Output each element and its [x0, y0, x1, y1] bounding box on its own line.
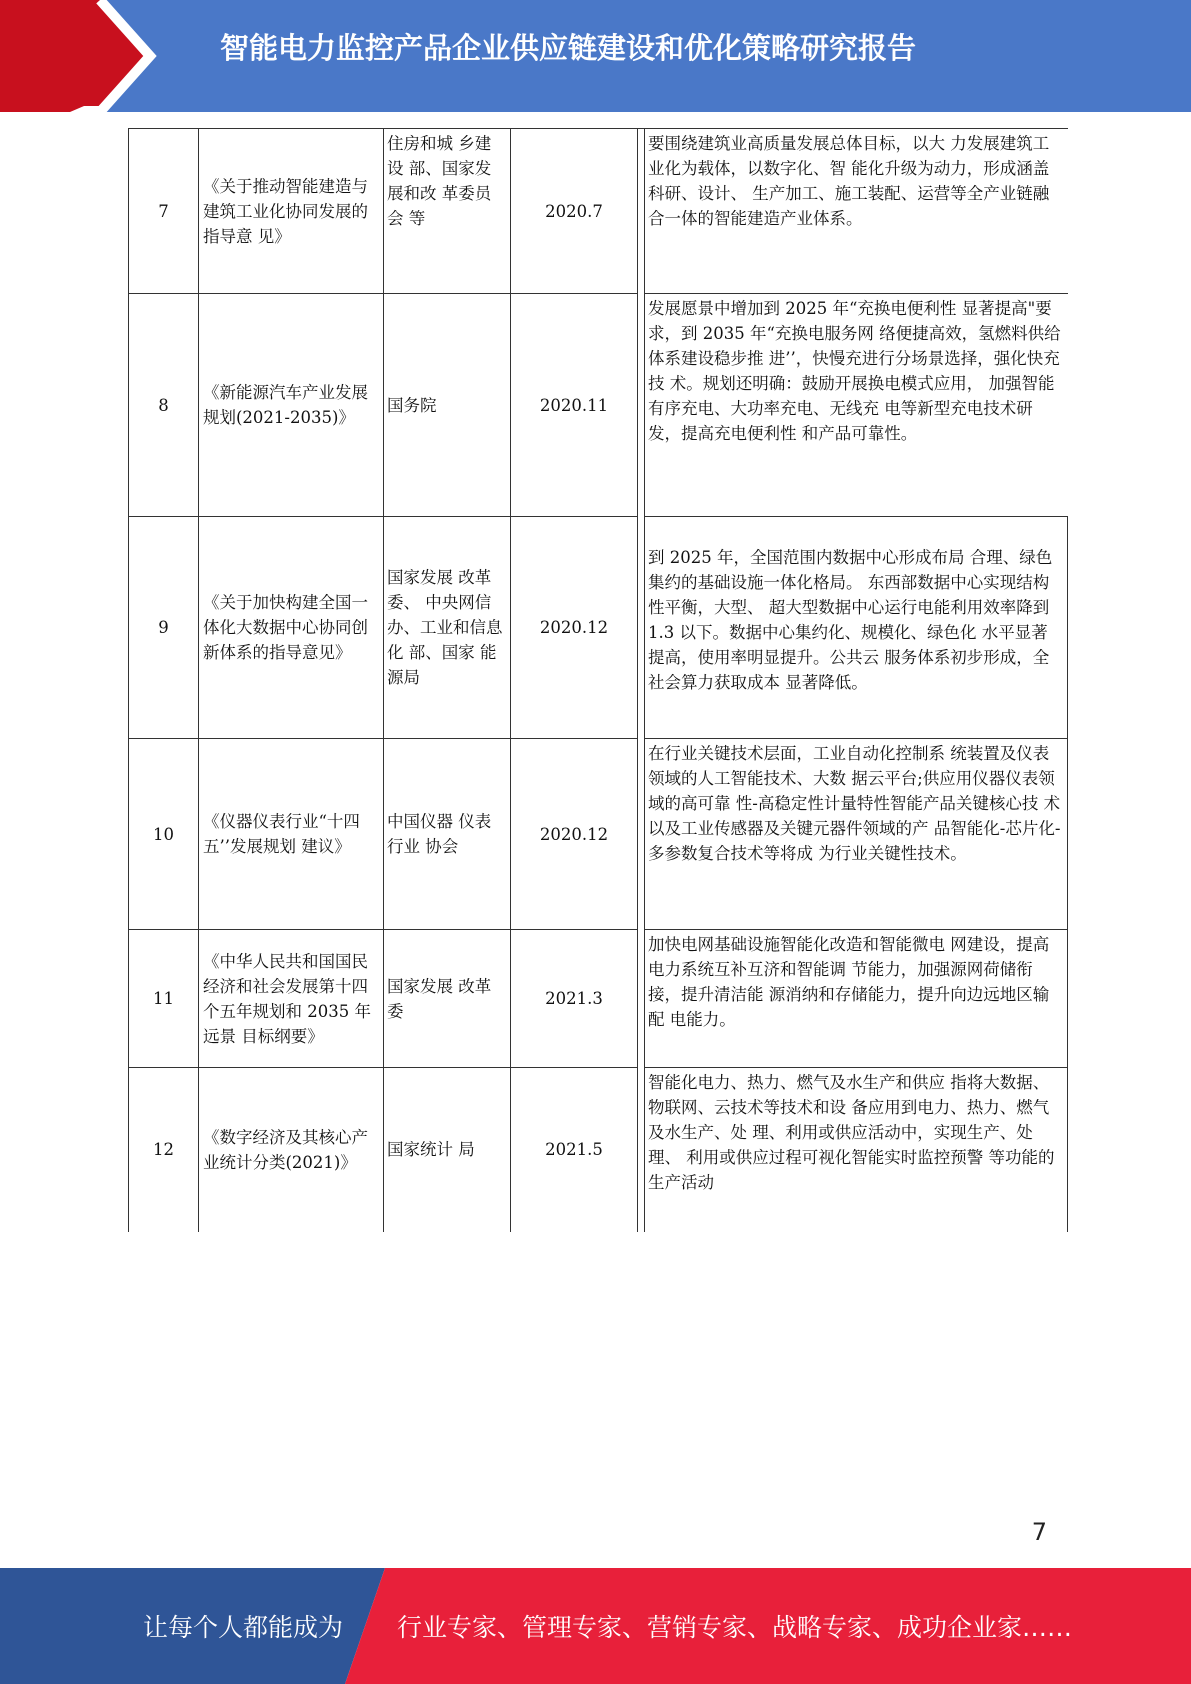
- issue-date: 2020.12: [511, 739, 638, 930]
- issuing-body: 国家发展 改革委、 中央网信 办、工业和信息化 部、国家 能源局: [384, 517, 511, 739]
- column-gap: [638, 517, 645, 739]
- issue-date: 2020.7: [511, 129, 638, 294]
- footer-slogan-left: 让每个人都能成为: [143, 1613, 344, 1642]
- row-number: 7: [129, 129, 199, 294]
- row-number: 12: [129, 1068, 199, 1232]
- policy-name: 《仪器仪表行业“十四五’’发展规划 建议》: [199, 739, 384, 930]
- policy-content: 到 2025 年，全国范围内数据中心形成布局 合理、绿色集约的基础设施一体化格局。 东西部数据中心实现结构性平衡，大型、 超大型数据中心运行电能利用效率降到 1.3 以下。数据中心集约化、规模化、绿色化 水平显著提高，使用率明显提升。公共云 服务体系初步形成，全社会算力获取成本 显著降低。: [645, 517, 1068, 739]
- page-header: [0, 0, 1191, 112]
- column-gap: [638, 1068, 645, 1232]
- report-title: 智能电力监控产品企业供应链建设和优化策略研究报告: [220, 31, 917, 65]
- row-number: 10: [129, 739, 199, 930]
- row-number: 8: [129, 294, 199, 517]
- policy-name: 《关于推动智能建造与建筑工业化协同发展的指导意 见》: [199, 129, 384, 294]
- policy-name: 《数字经济及其核心产业统计分类(2021)》: [199, 1068, 384, 1232]
- row-number: 9: [129, 517, 199, 739]
- column-gap: [638, 930, 645, 1068]
- issuing-body: 中国仪器 仪表行业 协会: [384, 739, 511, 930]
- issuing-body: 国家统计 局: [384, 1068, 511, 1232]
- policy-table: [128, 128, 1068, 1232]
- policy-content: 智能化电力、热力、燃气及水生产和供应 指将大数据、物联网、云技术等技术和设 备应用到电力、热力、燃气及水生产、处 理、利用或供应活动中，实现生产、处理、 利用或供应过程可视化智能实时监控预警 等功能的生产活动: [645, 1068, 1068, 1232]
- page-footer: [0, 1568, 1191, 1684]
- table-row: [129, 294, 1068, 517]
- row-number: 11: [129, 930, 199, 1068]
- issue-date: 2020.12: [511, 517, 638, 739]
- policy-name: 《关于加快构建全国一体化大数据中心协同创新体系的指导意见》: [199, 517, 384, 739]
- issuing-body: 住房和城 乡建设 部、国家发展和改 革委员会 等: [384, 129, 511, 294]
- footer-slogan-right: 行业专家、管理专家、营销专家、战略专家、成功企业家……: [397, 1613, 1073, 1642]
- policy-content: 要围绕建筑业高质量发展总体目标，以大 力发展建筑工业化为载体，以数字化、智 能化升级为动力，形成涵盖科研、设计、 生产加工、施工装配、运营等全产业链融 合一体的智能建造产业体系。: [645, 129, 1068, 294]
- policy-content: 发展愿景中增加到 2025 年“充换电便利性 显著提高"要求，到 2035 年“充换电服务网 络便捷高效，氢燃料供给体系建设稳步推 进’’，快慢充进行分场景选择，强化快充技 术。规划还明确：鼓励开展换电模式应用， 加强智能有序充电、大功率充电、无线充 电等新型充电技术研发，提高充电便利性 和产品可靠性。: [645, 294, 1068, 517]
- issue-date: 2021.3: [511, 930, 638, 1068]
- page-number: 7: [1031, 1518, 1047, 1546]
- table-row: [129, 129, 1068, 294]
- policy-name: 《中华人民共和国国民经济和社会发展第十四个五年规划和 2035 年远景 目标纲要》: [199, 930, 384, 1068]
- table-row: [129, 1068, 1068, 1232]
- column-gap: [638, 739, 645, 930]
- issue-date: 2021.5: [511, 1068, 638, 1232]
- issuing-body: 国家发展 改革委: [384, 930, 511, 1068]
- policy-name: 《新能源汽车产业发展规划(2021-2035)》: [199, 294, 384, 517]
- policy-content: 在行业关键技术层面，工业自动化控制系 统装置及仪表领域的人工智能技术、大数 据云平台;供应用仪器仪表领域的高可靠 性-高稳定性计量特性智能产品关键核心技 术以及工业传感器及关键元器件领域的产 品智能化-芯片化-多参数复合技术等将成 为行业关键性技术。: [645, 739, 1068, 930]
- issuing-body: 国务院: [384, 294, 511, 517]
- column-gap: [638, 129, 645, 294]
- issue-date: 2020.11: [511, 294, 638, 517]
- column-gap: [638, 294, 645, 517]
- table-row: [129, 517, 1068, 739]
- table-row: [129, 739, 1068, 930]
- table-row: [129, 930, 1068, 1068]
- policy-content: 加快电网基础设施智能化改造和智能微电 网建设，提高电力系统互补互济和智能调 节能力，加强源网荷储衔接，提升清洁能 源消纳和存储能力，提升向边远地区输配 电能力。: [645, 930, 1068, 1068]
